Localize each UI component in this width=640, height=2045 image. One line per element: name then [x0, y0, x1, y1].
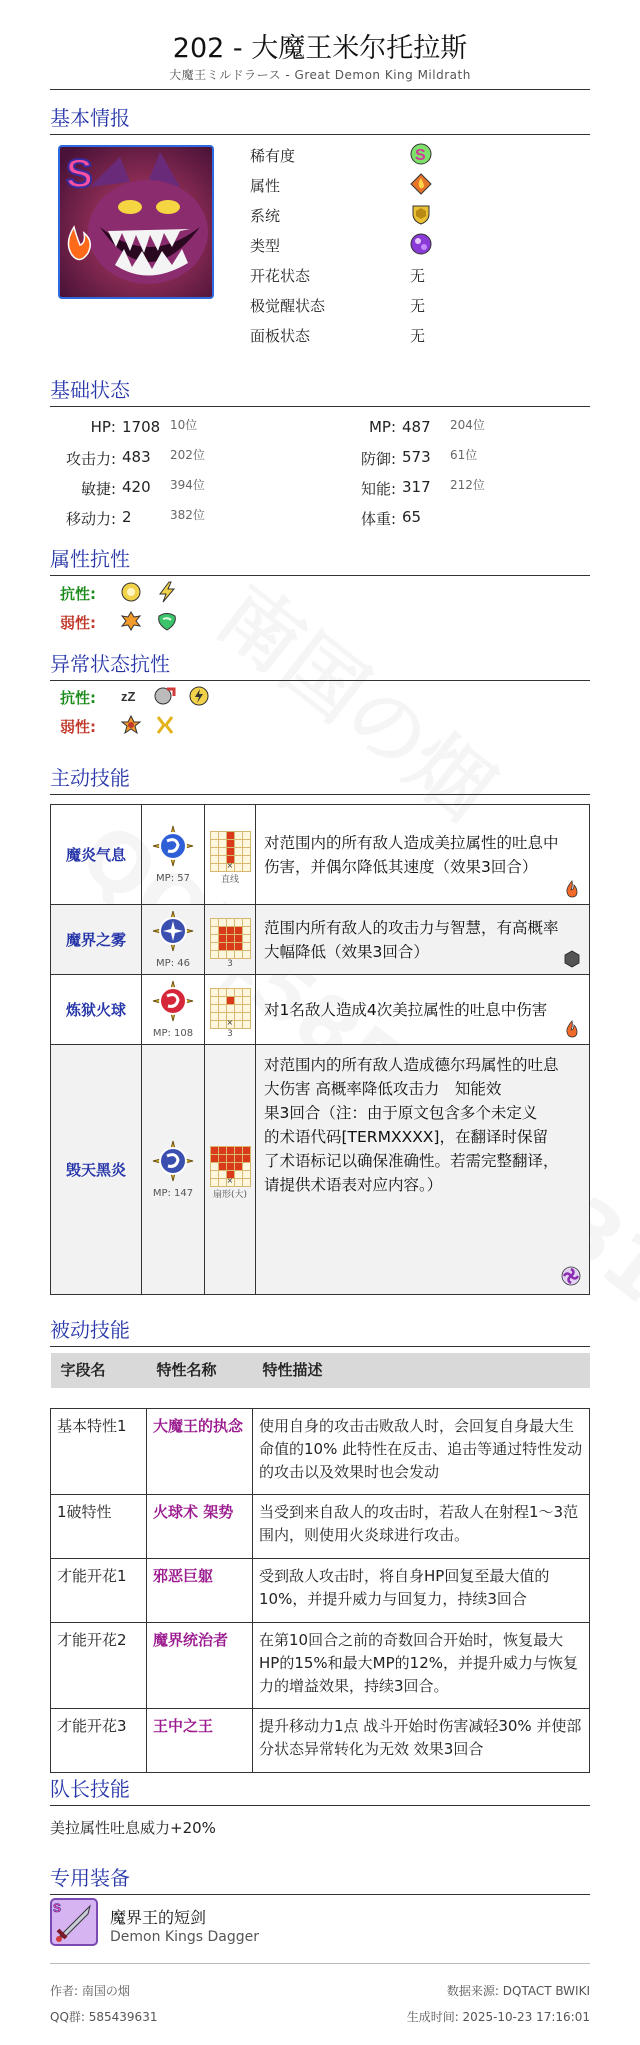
footer-qq-group: QQ群: 585439631	[50, 2010, 158, 2024]
stat-value-agility: 420	[122, 478, 151, 496]
skill-name: 炼狱火球	[51, 975, 142, 1045]
skill-desc-cell	[256, 805, 590, 905]
skill-mp-cost: MP: 46	[156, 958, 190, 969]
leader-skill-text: 美拉属性吐息威力+20%	[50, 1819, 216, 1837]
svg-text:S: S	[53, 1901, 62, 1915]
active-skills-section	[50, 762, 590, 795]
stat-rank-intelligence: 212位	[450, 478, 485, 492]
debuff-skill-icon	[152, 910, 194, 952]
passive-desc: 受到敌人攻击时，将自身HP回复至最大值的10%，并提升威力与回复力，持续3回合	[253, 1558, 590, 1622]
active-skills-table	[50, 804, 590, 1295]
status-resist-section	[50, 648, 590, 681]
passive-name: 大魔王的执念	[147, 1408, 253, 1494]
table-header-row	[51, 1353, 590, 1388]
skill-name: 魔界之雾	[51, 905, 142, 975]
range-grid	[210, 918, 251, 959]
stat-rank-defense: 61位	[450, 448, 478, 462]
system-shield-icon	[410, 203, 432, 225]
passive-desc: 提升移动力1点 战斗开始时伤害减轻30% 并使部分状态异常转化为无效 效果3回合	[253, 1708, 590, 1772]
skill-range-cell	[205, 975, 256, 1045]
stat-value-hp: 1708	[122, 418, 161, 436]
poison-status-icon	[120, 714, 142, 736]
range-grid	[210, 1146, 251, 1187]
passive-desc: 当受到来自敌人的攻击时，若敌人在射程1～3范围内，则使用火炎球进行攻击。	[253, 1494, 590, 1558]
stat-value-mp: 487	[402, 418, 431, 436]
table-spacer	[51, 1388, 590, 1408]
status-resist-label: 抗性:	[60, 689, 96, 707]
passive-skills-table	[50, 1353, 590, 1773]
skill-mp-cost: MP: 108	[152, 1028, 194, 1039]
footer-author: 作者: 南国の烟	[50, 1984, 130, 1998]
skill-mp-cost: MP: 57	[156, 873, 190, 884]
stat-value-intelligence: 317	[402, 478, 431, 496]
table-row	[51, 1622, 590, 1708]
skill-description: 范围内所有敌人的攻击力与智慧，有高概率大幅降低（效果3回合）	[264, 918, 559, 961]
fire-element-icon	[563, 880, 581, 898]
dark-element-icon	[561, 1266, 581, 1286]
stat-label-attack: 攻击力:	[65, 450, 116, 468]
skill-row	[51, 975, 590, 1045]
equipment-section	[50, 1862, 590, 1895]
explosion-element-icon	[120, 610, 142, 632]
passive-skills-section	[50, 1314, 590, 1347]
passive-field: 1破特性	[51, 1494, 147, 1558]
element-resist-section	[50, 543, 590, 576]
skill-row	[51, 1045, 590, 1295]
passive-desc: 使用自身的攻击击败敌人时，会回复自身最大生命值的10% 此特性在反击、追击等通过特性发动的攻击以及效果时也会发动	[253, 1408, 590, 1494]
equipment-name-cn: 魔界王的短剑	[110, 1908, 207, 1927]
section-title: 队长技能	[50, 1773, 590, 1806]
stat-rank-agility: 394位	[170, 478, 205, 492]
element-resist-label: 抗性:	[60, 585, 96, 603]
page-title: 202 - 大魔王米尔托拉斯	[172, 33, 468, 64]
stat-rank-move: 382位	[170, 508, 205, 522]
base-stats-section	[50, 374, 590, 407]
column-header: 特性描述	[253, 1353, 590, 1388]
stat-value-move: 2	[122, 508, 132, 526]
skill-range: 3	[227, 1028, 233, 1039]
section-title: 专用装备	[50, 1862, 590, 1895]
title-divider	[50, 89, 590, 90]
type-orb-icon	[410, 233, 432, 255]
table-row	[51, 1558, 590, 1622]
info-value-bloom: 无	[410, 267, 426, 285]
stat-label-hp: HP:	[90, 418, 116, 436]
stat-label-agility: 敏捷:	[80, 480, 116, 498]
passive-field: 才能开花1	[51, 1558, 147, 1622]
info-label-type: 类型	[250, 237, 281, 255]
leader-skill-section	[50, 1773, 590, 1806]
svg-text:S: S	[66, 152, 93, 196]
info-label-system: 系统	[250, 207, 281, 225]
passive-desc: 在第10回合之前的奇数回合开始时，恢复最大HP的15%和最大MP的12%，并提升威力与恢复力的增益效果，持续3回合。	[253, 1622, 590, 1708]
stat-label-mp: MP:	[368, 418, 396, 436]
skill-icon-cell	[142, 905, 205, 975]
stat-rank-mp: 204位	[450, 418, 485, 432]
passive-field: 才能开花3	[51, 1708, 147, 1772]
info-value-panel: 无	[410, 327, 426, 345]
fireball-skill-icon	[152, 980, 194, 1022]
stat-label-intelligence: 知能:	[360, 480, 396, 498]
skill-desc-cell	[256, 1045, 590, 1295]
passive-name: 王中之王	[147, 1708, 253, 1772]
lightning-element-icon	[156, 581, 178, 603]
passive-name: 邪恶巨躯	[147, 1558, 253, 1622]
range-grid	[210, 988, 251, 1029]
stat-rank-hp: 10位	[170, 418, 198, 432]
info-label-rarity: 稀有度	[250, 147, 296, 165]
dark-breath-skill-icon	[152, 1140, 194, 1182]
fire-element-icon	[563, 1020, 581, 1038]
section-title: 基本情报	[50, 102, 590, 135]
passive-name: 火球术 架势	[147, 1494, 253, 1558]
svg-text:S: S	[415, 147, 426, 164]
table-row	[51, 1708, 590, 1772]
info-label-attribute: 属性	[250, 177, 281, 195]
rarity-s-icon	[410, 143, 432, 165]
status-weak-label: 弱性:	[60, 718, 96, 736]
info-value-awaken: 无	[410, 297, 426, 315]
basic-info-section	[50, 102, 590, 135]
skill-description: 对1名敌人造成4次美拉属性的吐息中伤害	[264, 1000, 548, 1019]
skill-range-cell	[205, 905, 256, 975]
skill-range: 扇形(大)	[212, 1190, 248, 1200]
stat-label-move: 移动力:	[65, 510, 116, 528]
skill-icon-cell	[142, 805, 205, 905]
skill-range-cell	[205, 805, 256, 905]
section-title: 主动技能	[50, 762, 590, 795]
stat-value-weight: 65	[402, 508, 422, 526]
section-title: 基础状态	[50, 374, 590, 407]
column-header: 特性名称	[147, 1353, 253, 1388]
footer-source: 数据来源: DQTACT BWIKI	[446, 1984, 590, 1998]
info-label-awaken: 极觉醒状态	[250, 297, 326, 315]
footer-divider	[50, 1963, 590, 1964]
stat-value-defense: 573	[402, 448, 431, 466]
confuse-status-icon	[154, 685, 176, 707]
passive-name: 魔界统治者	[147, 1622, 253, 1708]
wind-element-icon	[156, 610, 178, 632]
character-portrait	[58, 145, 214, 299]
range-grid	[210, 831, 251, 872]
equipment-name-en: Demon Kings Dagger	[110, 1929, 259, 1945]
info-label-panel: 面板状态	[250, 327, 311, 345]
skill-icon-cell	[142, 975, 205, 1045]
page-subtitle: 大魔王ミルドラース - Great Demon King Mildrath	[169, 68, 471, 82]
info-label-bloom: 开花状态	[250, 267, 311, 285]
watermark	[199, 554, 522, 842]
skill-name: 魔炎气息	[51, 805, 142, 905]
passive-field: 才能开花2	[51, 1622, 147, 1708]
paralysis-status-icon	[188, 685, 210, 707]
skill-icon-cell	[142, 1045, 205, 1295]
skill-row	[51, 905, 590, 975]
skill-description: 对范围内的所有敌人造成德尔玛属性的吐息大伤害 高概率降低攻击力 知能效 果3回合（注：由于原文包含多个未定义 的术语代码[TERMXXXX]，在翻译时保留了术语标记以确保准确性。若需完整翻译，请提供术语表对应内容。）	[264, 1056, 559, 1194]
stat-label-weight: 体重:	[360, 510, 396, 528]
sleep-status-icon	[120, 685, 142, 707]
column-header: 字段名	[51, 1353, 147, 1388]
passive-field: 基本特性1	[51, 1408, 147, 1494]
skill-range: 直线	[220, 875, 239, 885]
stat-label-defense: 防御:	[360, 450, 396, 468]
table-row	[51, 1494, 590, 1558]
breath-skill-icon	[152, 825, 194, 867]
light-element-icon	[120, 581, 142, 603]
skill-range-cell	[205, 1045, 256, 1295]
element-weak-label: 弱性:	[60, 614, 96, 632]
skill-range: 3	[227, 958, 233, 969]
none-element-icon	[563, 950, 581, 968]
section-title: 属性抗性	[50, 543, 590, 576]
skill-desc-cell	[256, 905, 590, 975]
stat-rank-attack: 202位	[170, 448, 205, 462]
stat-value-attack: 483	[122, 448, 151, 466]
fire-attribute-icon	[410, 173, 432, 195]
skill-row	[51, 805, 590, 905]
section-title: 异常状态抗性	[50, 648, 590, 681]
skill-description: 对范围内的所有敌人造成美拉属性的吐息中伤害，并偶尔降低其速度（效果3回合）	[264, 833, 559, 876]
dagger-equipment-icon	[50, 1898, 98, 1946]
skill-mp-cost: MP: 147	[152, 1188, 194, 1199]
skill-desc-cell	[256, 975, 590, 1045]
section-title: 被动技能	[50, 1314, 590, 1347]
bind-status-icon	[154, 714, 176, 736]
footer-generated-time: 生成时间: 2025-10-23 17:16:01	[406, 2010, 590, 2024]
skill-name: 毁天黑炎	[51, 1045, 142, 1295]
svg-text:zZ: zZ	[121, 689, 136, 704]
table-row	[51, 1408, 590, 1494]
